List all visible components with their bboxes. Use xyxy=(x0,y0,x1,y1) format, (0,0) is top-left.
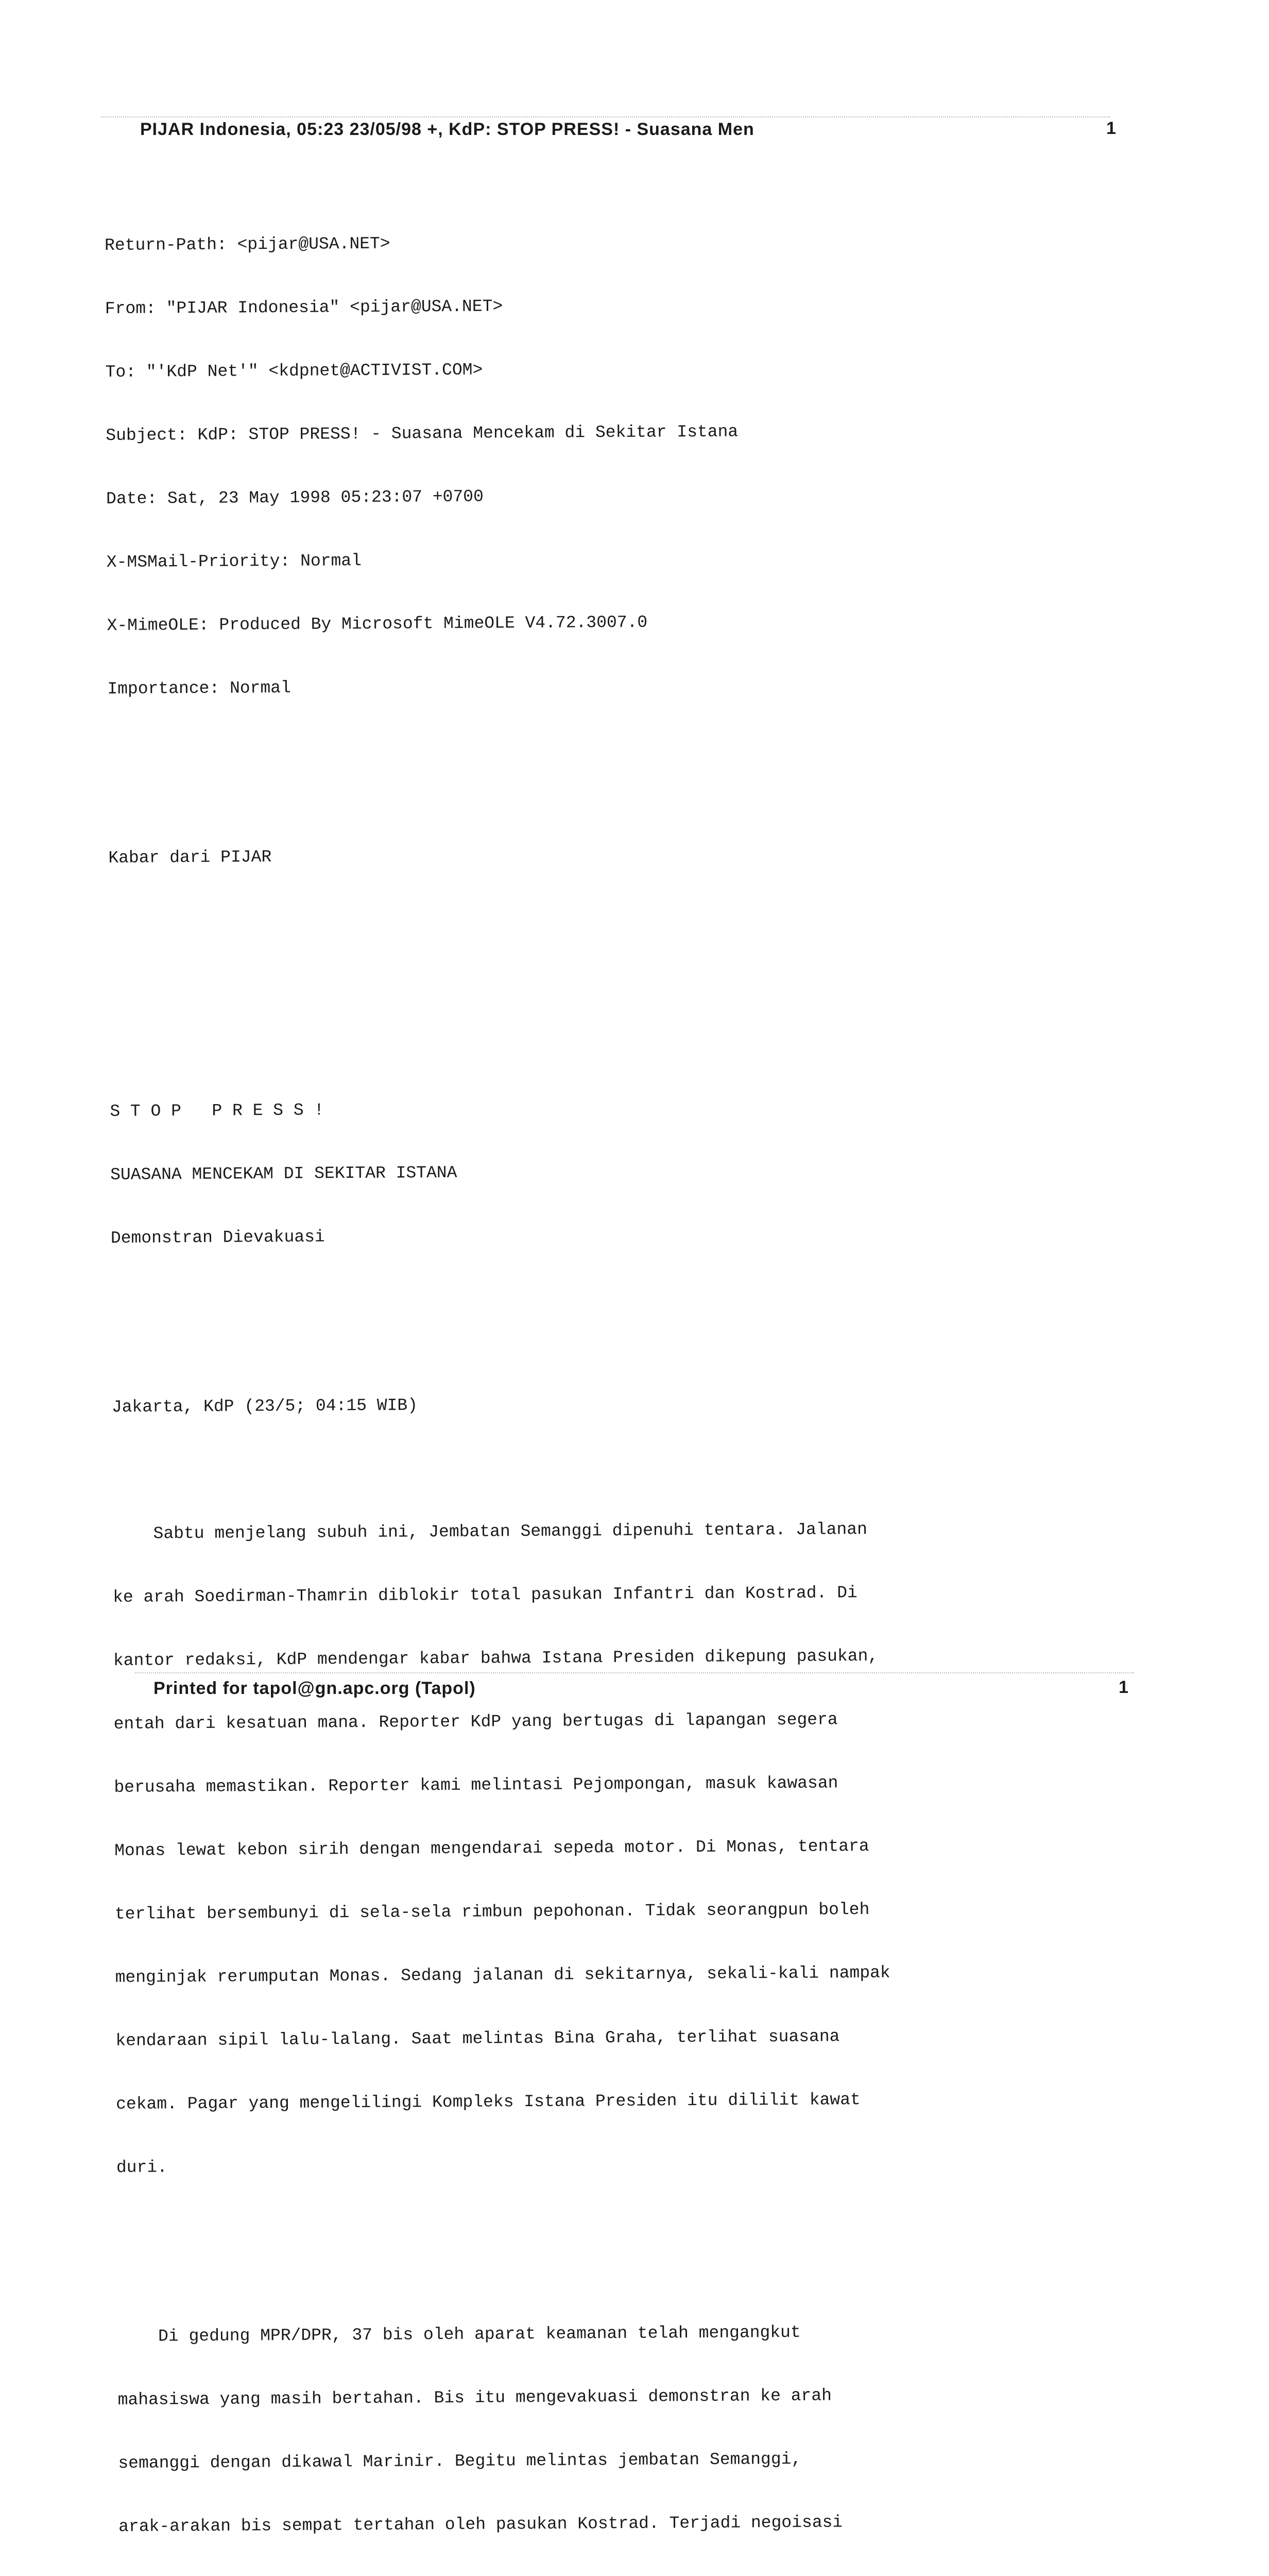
paragraph-line: arak-arakan bis sempat tertahan oleh pasukan Kostrad. Terjadi negoisasi xyxy=(118,2513,843,2536)
headline-block xyxy=(110,1053,1090,1291)
spacer xyxy=(109,968,1088,995)
paragraph-line: Di gedung MPR/DPR, 37 bis oleh aparat keamanan telah mengangkut xyxy=(117,2323,801,2346)
paragraph-line: kantor redaksi, KdP mendengar kabar bahwa Istana Presiden dikepung pasukan, xyxy=(113,1646,879,1670)
header-from: From: "PIJAR Indonesia" <pijar@USA.NET> xyxy=(105,297,503,318)
printed-for-footer: Printed for tapol@gn.apc.org (Tapol) xyxy=(153,1679,476,1698)
header-importance: Importance: Normal xyxy=(107,678,291,699)
paragraph-line: duri. xyxy=(116,2158,168,2177)
print-header-title: PIJAR Indonesia, 05:23 23/05/98 +, KdP: STOP PRESS! - Suasana Men xyxy=(140,120,754,139)
spacer xyxy=(109,905,1087,932)
email-content xyxy=(104,144,1103,2576)
paragraph-line: cekam. Pagar yang mengelilingi Kompleks Istana Presiden itu dililit kawat xyxy=(116,2090,861,2114)
header-mimeole: X-MimeOLE: Produced By Microsoft MimeOLE V4.72.3007.0 xyxy=(107,613,648,635)
article-paragraph-2 xyxy=(117,2278,1099,2576)
paragraph-line: kendaraan sipil lalu-lalang. Saat melintas Bina Graha, terlihat suasana xyxy=(115,2027,840,2050)
headline-stop-press: S T O P P R E S S ! xyxy=(110,1100,324,1121)
dateline: Jakarta, KdP (23/5; 04:15 WIB) xyxy=(111,1396,418,1417)
spacer xyxy=(108,778,1087,805)
header-return-path: Return-Path: <pijar@USA.NET> xyxy=(105,234,390,255)
header-priority: X-MSMail-Priority: Normal xyxy=(106,551,362,572)
email-headers xyxy=(105,187,1086,742)
page-number-bottom: 1 xyxy=(1119,1677,1128,1697)
headline-subtitle: Demonstran Dievakuasi xyxy=(110,1227,325,1248)
header-subject: Subject: KdP: STOP PRESS! - Suasana Mencekam di Sekitar Istana xyxy=(106,422,739,445)
scan-artifact-top xyxy=(101,116,1110,118)
article-paragraph-1 xyxy=(112,1475,1095,2221)
paragraph-line: menginjak rerumputan Monas. Sedang jalanan di sekitarnya, sekali-kali nampak xyxy=(115,1963,890,1987)
page-number-top: 1 xyxy=(1106,118,1116,138)
intro-line: Kabar dari PIJAR xyxy=(108,848,272,868)
paragraph-line: semanggi dengan dikawal Marinir. Begitu melintas jembatan Semanggi, xyxy=(118,2449,802,2473)
header-to: To: "'KdP Net'" <kdpnet@ACTIVIST.COM> xyxy=(105,360,483,382)
paragraph-line: Sabtu menjelang subuh ini, Jembatan Semanggi dipenuhi tentara. Jalanan xyxy=(112,1519,867,1544)
spacer xyxy=(111,1327,1090,1354)
paragraph-line: entah dari kesatuan mana. Reporter KdP yang bertugas di lapangan segera xyxy=(113,1710,838,1734)
headline-title: SUASANA MENCEKAM DI SEKITAR ISTANA xyxy=(110,1163,457,1184)
paragraph-line: mahasiswa yang masih bertahan. Bis itu mengevakuasi demonstran ke arah xyxy=(117,2386,832,2410)
paragraph-line: Monas lewat kebon sirih dengan mengendarai sepeda motor. Di Monas, tentara xyxy=(114,1836,869,1860)
header-date: Date: Sat, 23 May 1998 05:23:07 +0700 xyxy=(106,487,484,509)
paragraph-line: ke arah Soedirman-Thamrin diblokir total pasukan Infantri dan Kostrad. Di xyxy=(113,1583,858,1607)
paragraph-line: berusaha memastikan. Reporter kami melintasi Pejompongan, masuk kawasan xyxy=(114,1773,838,1797)
paragraph-line: terlihat bersembunyi di sela-sela rimbun pepohonan. Tidak seorangpun boleh xyxy=(114,1900,870,1924)
paragraph-line xyxy=(119,2573,1097,2576)
